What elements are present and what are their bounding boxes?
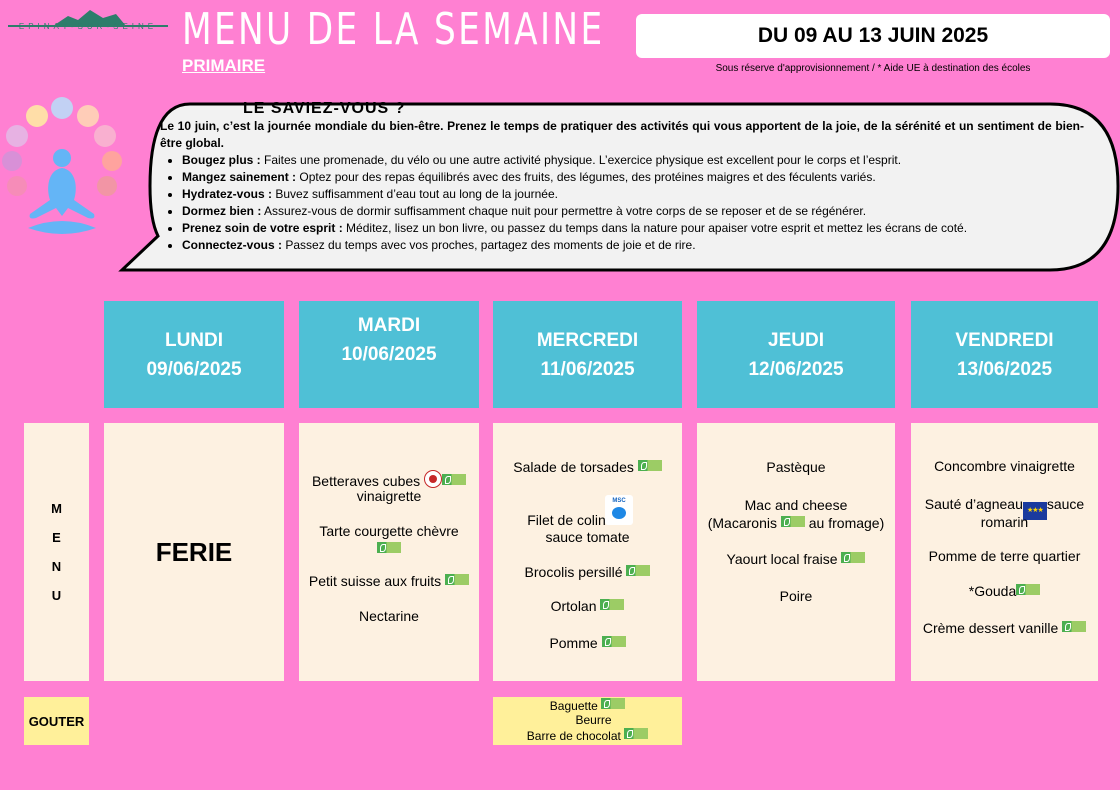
menu-item-dairy: Yaourt local fraise xyxy=(697,551,895,568)
menu-item-main-line2: romarin xyxy=(980,514,1029,530)
menu-item-main-line2: (Macaronis au fromage) xyxy=(707,515,885,531)
menu-item-dessert: Poire xyxy=(779,588,813,604)
menu-item-dessert: Crème dessert vanille xyxy=(911,620,1098,637)
bio-label-icon xyxy=(624,728,648,739)
menu-item-side: Pomme de terre quartier xyxy=(928,548,1081,564)
day-date: 11/06/2025 xyxy=(540,358,635,380)
snack-row-label: GOUTER xyxy=(24,697,89,745)
snack-cell-mercredi xyxy=(493,697,682,745)
menu-item-dairy: Ortolan xyxy=(493,598,682,615)
snack-item: Beurre xyxy=(575,713,612,727)
menu-item-dessert: Pomme xyxy=(493,635,682,652)
menu-cell-jeudi xyxy=(697,423,895,681)
tip-item: • Prenez soin de votre esprit : Méditez, lisez un bon livre, ou passez du temps dans la nature pour apaiser votre esprit et mettez les écrans de coté. xyxy=(182,220,1084,237)
menu-item-starter: Betteraves cubes xyxy=(299,470,479,490)
info-intro: Le 10 juin, c’est la journée mondiale du bien-être. Prenez le temps de pratiquer des activités qui vous apportent de la joie, de la sérénité et un sentiment de bien-être global. xyxy=(160,119,1084,150)
day-name: JEUDI xyxy=(768,329,824,351)
week-dates: DU 09 AU 13 JUIN 2025 xyxy=(636,14,1110,58)
bio-label-icon xyxy=(841,552,865,563)
bio-label-icon xyxy=(442,474,466,485)
menu-item-main: Tarte courgette chèvre xyxy=(319,523,459,539)
menu-letter: M xyxy=(51,501,62,516)
info-title: LE SAVIEZ-VOUS ? xyxy=(243,100,406,117)
menu-letter: N xyxy=(51,559,62,574)
label-rouge-icon xyxy=(424,470,442,488)
day-date: 12/06/2025 xyxy=(748,358,844,380)
info-content xyxy=(160,118,1084,254)
bio-label-icon xyxy=(600,599,624,610)
tip-item: • Connectez-vous : Passez du temps avec vos proches, partagez des moments de joie et de rire. xyxy=(182,237,1084,254)
menu-letter: E xyxy=(52,530,61,545)
menu-cell-vendredi xyxy=(911,423,1098,681)
bio-label-icon xyxy=(377,542,401,553)
day-name: MERCREDI xyxy=(536,329,639,351)
menu-item-starter-line2: vinaigrette xyxy=(356,488,422,504)
menu-item-dairy: Petit suisse aux fruits xyxy=(299,573,479,590)
school-level: PRIMAIRE xyxy=(182,56,266,75)
tip-item: • Mangez sainement : Optez pour des repas équilibrés avec des fruits, des légumes, des protéines maigres et des féculents variés. xyxy=(182,169,1084,186)
eu-flag-icon: ★★★ xyxy=(1023,502,1047,520)
menu-item-starter: Concombre vinaigrette xyxy=(934,458,1075,474)
tip-item: • Hydratez-vous : Buvez suffisamment d’eau tout au long de la journée. xyxy=(182,186,1084,203)
supply-note: Sous réserve d'approvisionnement / * Aide UE à destination des écoles xyxy=(715,63,1031,74)
day-header-mercredi xyxy=(493,301,682,408)
day-header-lundi xyxy=(104,301,284,408)
menu-item-main-line2: sauce tomate xyxy=(545,529,630,545)
bio-label-icon xyxy=(626,565,650,576)
menu-item-main-label xyxy=(299,541,479,558)
menu-cell-mercredi xyxy=(493,423,682,681)
page-title: MENU DE LA SEMAINE xyxy=(182,4,605,55)
menu-row-label xyxy=(24,423,89,681)
bio-label-icon xyxy=(601,698,625,709)
day-name: VENDREDI xyxy=(955,329,1054,351)
menu-cell-lundi xyxy=(104,423,284,681)
day-header-mardi xyxy=(299,301,479,408)
tips-list xyxy=(160,152,1084,254)
day-name: MARDI xyxy=(357,315,421,336)
bio-label-icon xyxy=(602,636,626,647)
day-header-vendredi xyxy=(911,301,1098,408)
menu-item-main: Sauté d’agneau ★★★ sauce xyxy=(911,496,1098,520)
bio-label-icon xyxy=(1062,621,1086,632)
menu-cell-mardi xyxy=(299,423,479,681)
day-header-jeudi xyxy=(697,301,895,408)
menu-item-starter: Pastèque xyxy=(766,459,826,475)
day-date: 09/06/2025 xyxy=(146,358,242,380)
menu-item-dairy: *Gouda xyxy=(911,583,1098,600)
menu-item-main: Mac and cheese xyxy=(744,497,848,513)
holiday-label: FERIE xyxy=(155,536,233,567)
menu-item-main: Filet de colin xyxy=(527,512,606,528)
bio-label-icon xyxy=(1016,584,1040,595)
day-date: 13/06/2025 xyxy=(956,358,1053,380)
snack-item: Barre de chocolat xyxy=(493,728,682,744)
yoga-wellbeing-icon xyxy=(0,96,125,246)
bio-label-icon xyxy=(781,516,805,527)
logo-text: EPINAY-SUR-SEINE xyxy=(18,22,158,31)
menu-letter: U xyxy=(51,588,62,603)
tip-item: • Bougez plus : Faites une promenade, du vélo ou une autre activité physique. L’exercice physique est excellent pour le corps et l’esprit. xyxy=(182,152,1084,169)
day-date: 10/06/2025 xyxy=(341,344,437,365)
bio-label-icon xyxy=(638,460,662,471)
snack-item: Baguette xyxy=(493,698,682,714)
tip-item: • Dormez bien : Assurez-vous de dormir suffisamment chaque nuit pour permettre à votre corps de se reposer et de se régénérer. xyxy=(182,203,1084,220)
menu-item-dessert: Nectarine xyxy=(359,608,419,624)
bio-label-icon xyxy=(445,574,469,585)
day-name: LUNDI xyxy=(164,329,224,351)
menu-item-side: Brocolis persillé xyxy=(493,564,682,581)
menu-item-starter: Salade de torsades xyxy=(493,459,682,476)
